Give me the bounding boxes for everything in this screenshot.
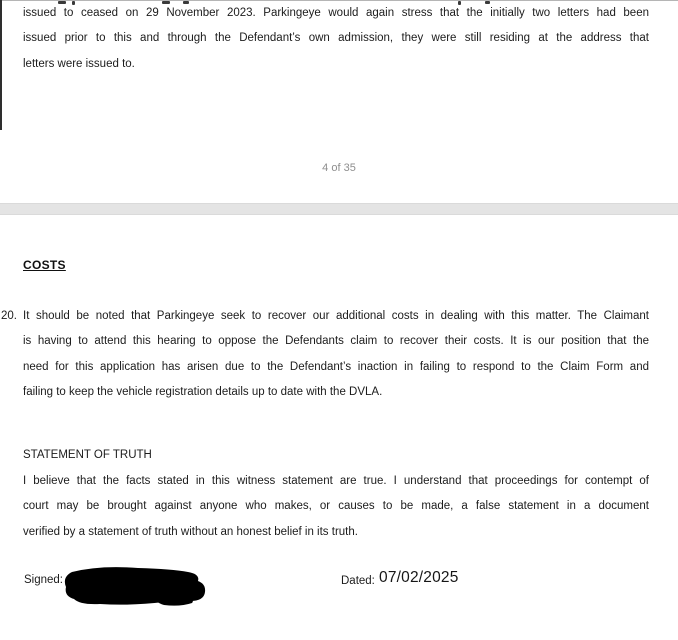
paragraph-previous-page	[23, 1, 649, 77]
paragraph-line: verified by a statement of truth without an honest belief in its truth.	[23, 525, 358, 538]
paragraph-line: issued prior to this and through the Defendant’s own admission, they were still residing at the address that	[23, 32, 649, 45]
paragraph-20	[23, 304, 649, 405]
paragraph-line: need for this application has arisen due to the Defendant’s inaction in failing to respond to the Claim Form and	[23, 360, 649, 373]
page-edge-artifact	[0, 0, 2, 130]
paragraph-line: failing to keep the vehicle registration details up to date with the DVLA.	[23, 385, 383, 398]
paragraph-number: 20.	[1, 310, 17, 322]
signature-redaction-scribble	[60, 564, 208, 608]
paragraph-line: court may be brought against anyone who makes, or causes to be made, a false statement in a document	[23, 500, 649, 513]
statement-of-truth-paragraph	[23, 469, 649, 545]
dated-label: Dated:	[341, 575, 375, 587]
statement-of-truth-heading: STATEMENT OF TRUTH	[23, 449, 152, 461]
paragraph-line: is having to attend this hearing to oppose the Defendants claim to recover their costs. It is our position that the	[23, 335, 649, 348]
paragraph-line: It should be noted that Parkingeye seek to recover our additional costs in dealing with this matter. The Claimant	[23, 310, 649, 322]
paragraph-line: I believe that the facts stated in this witness statement are true. I understand that proceedings for contempt of	[23, 475, 649, 487]
signed-label: Signed:	[24, 574, 64, 586]
date-value: 07/02/2025	[379, 569, 459, 586]
paragraph-line: letters were issued to.	[23, 57, 135, 70]
page-separator	[0, 203, 678, 215]
costs-heading: COSTS	[23, 258, 66, 272]
page-number: 4 of 35	[322, 162, 356, 174]
paragraph-line: issued to ceased on 29 November 2023. Parkingeye would again stress that the initially two letters had been	[23, 7, 649, 19]
